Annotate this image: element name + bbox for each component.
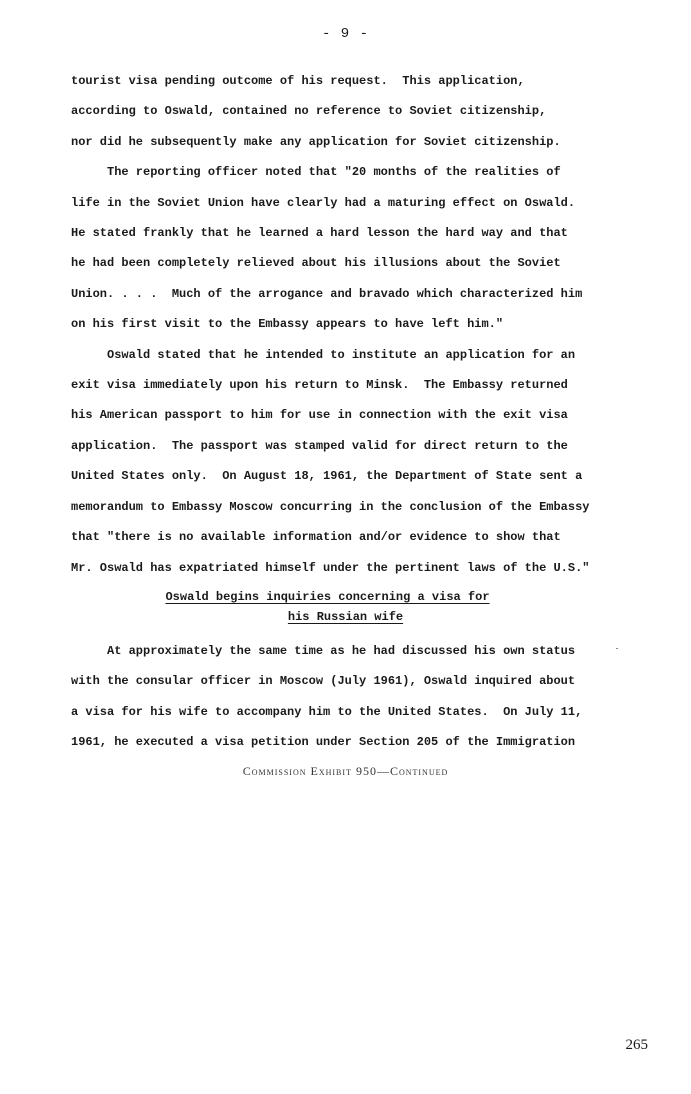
text-line: his American passport to him for use in connection with the exit visa bbox=[71, 408, 568, 423]
text-line: tourist visa pending outcome of his request. This application, bbox=[71, 74, 525, 88]
text-line: At approximately the same time as he had discussed his own status bbox=[71, 644, 576, 658]
text-line: United States only. On August 18, 1961, the Department of State sent a bbox=[71, 469, 583, 484]
text-line: according to Oswald, contained no reference to Soviet citizenship, bbox=[71, 104, 547, 119]
text-line: nor did he subsequently make any application for Soviet citizenship. bbox=[71, 134, 561, 149]
text-line: on his first visit to the Embassy appears to have left him." bbox=[71, 317, 504, 332]
exhibit-caption: Commission Exhibit 950—Continued bbox=[242, 764, 449, 778]
section-heading-text: his Russian wife bbox=[287, 610, 404, 624]
text-line: life in the Soviet Union have clearly had a maturing effect on Oswald. bbox=[71, 195, 576, 210]
text-line: The reporting officer noted that "20 months of the realities of bbox=[71, 165, 561, 180]
text-line: a visa for his wife to accompany him to the United States. On July 11, bbox=[71, 704, 583, 719]
body-text-top bbox=[71, 66, 611, 583]
page-number: 265 bbox=[625, 1037, 648, 1053]
text-line: Union. . . . Much of the arrogance and bravado which characterized him bbox=[71, 286, 583, 301]
text-line: 1961, he executed a visa petition under Section 205 of the Immigration bbox=[71, 735, 576, 750]
body-text-bottom bbox=[71, 636, 611, 758]
text-line: memorandum to Embassy Moscow concurring in the conclusion of the Embassy bbox=[71, 499, 590, 514]
section-heading-line-1 bbox=[0, 590, 673, 604]
text-line: application. The passport was stamped valid for direct return to the bbox=[71, 438, 568, 453]
text-line: Mr. Oswald has expatriated himself under the pertinent laws of the U.S." bbox=[71, 560, 590, 575]
text-line: that "there is no available information and/or evidence to show that bbox=[71, 530, 561, 545]
scan-artifact bbox=[616, 648, 618, 649]
text-line: with the consular officer in Moscow (July 1961), Oswald inquired about bbox=[71, 674, 576, 689]
text-line: exit visa immediately upon his return to Minsk. The Embassy returned bbox=[71, 378, 568, 393]
page-marker: - 9 - bbox=[321, 26, 369, 42]
section-heading-text: Oswald begins inquiries concerning a visa for bbox=[165, 590, 490, 604]
text-line: Oswald stated that he intended to institute an application for an bbox=[71, 347, 576, 362]
text-line: He stated frankly that he learned a hard lesson the hard way and that bbox=[71, 226, 568, 241]
section-heading-line-2 bbox=[0, 610, 691, 624]
text-line: he had been completely relieved about his illusions about the Soviet bbox=[71, 256, 561, 271]
